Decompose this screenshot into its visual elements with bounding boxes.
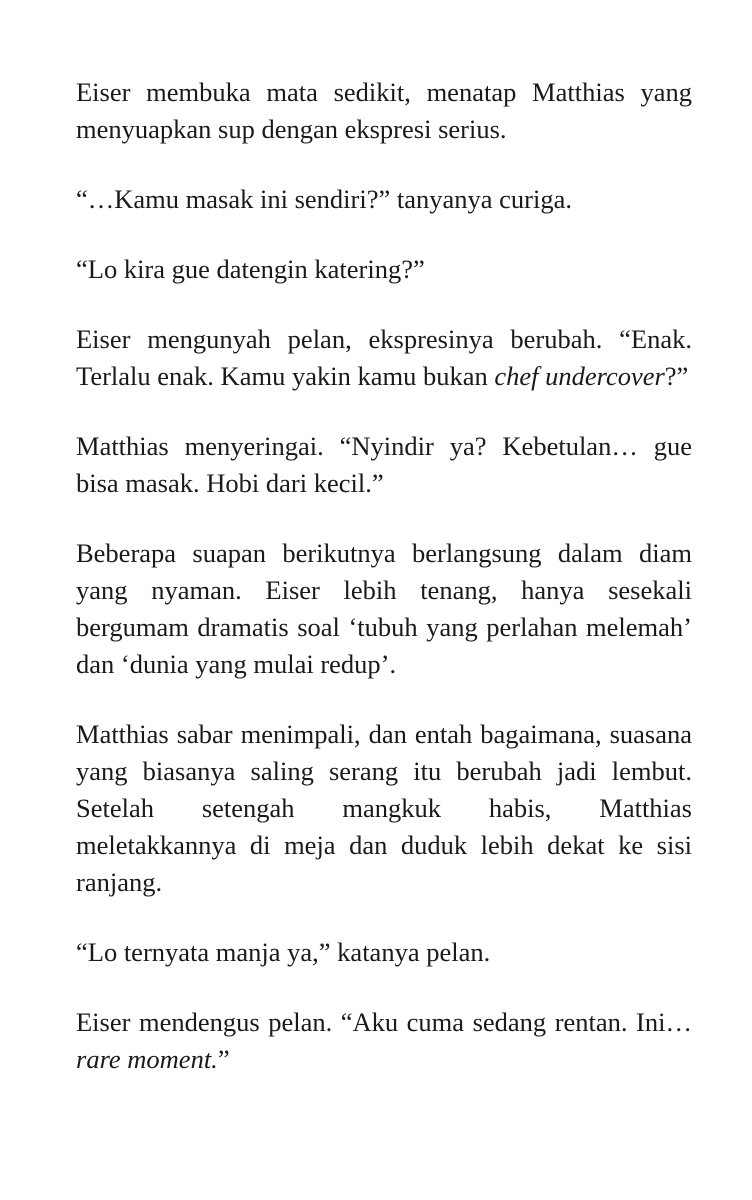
text-segment: Eiser membuka mata sedikit, menatap Matthias yang menyuapkan sup dengan ekspresi serius. <box>76 77 692 144</box>
text-segment: Eiser mendengus pelan. “Aku cuma sedang rentan. Ini… <box>76 1007 692 1037</box>
paragraph-p9 <box>76 1004 692 1078</box>
text-segment: ” <box>217 1044 230 1074</box>
text-segment: “…Kamu masak ini sendiri?” tanyanya curiga. <box>76 184 572 214</box>
text-segment: “Lo kira gue datengin katering?” <box>76 254 425 284</box>
text-segment: Beberapa suapan berikutnya berlangsung dalam diam yang nyaman. Eiser lebih tenang, hanya sesekali bergumam dramatis soal ‘tubuh yang perlahan melemah’ dan ‘dunia yang mulai redup’. <box>76 538 692 679</box>
text-segment: Matthias sabar menimpali, dan entah bagaimana, suasana yang biasanya saling serang itu berubah jadi lembut. Setelah setengah mangkuk habis, Matthias meletakkannya di meja dan duduk lebih dekat ke sisi ranjang. <box>76 719 692 897</box>
text-segment: “Lo ternyata manja ya,” katanya pelan. <box>76 937 491 967</box>
text-segment: Eiser mengunyah pelan, ekspresinya berubah. “Enak. Terlalu enak. Kamu yakin kamu bukan <box>76 324 692 391</box>
paragraph-p8 <box>76 934 692 971</box>
text-segment: ?” <box>664 361 689 391</box>
story-text-body <box>76 74 692 1078</box>
paragraph-p2 <box>76 181 692 218</box>
paragraph-p4 <box>76 321 692 395</box>
italic-text-segment: rare moment. <box>76 1044 218 1074</box>
italic-text-segment: chef undercover <box>494 361 665 391</box>
text-segment: Matthias menyeringai. “Nyindir ya? Kebetulan… gue bisa masak. Hobi dari kecil.” <box>76 431 692 498</box>
paragraph-p3 <box>76 251 692 288</box>
paragraph-p5 <box>76 428 692 502</box>
paragraph-p6 <box>76 535 692 683</box>
paragraph-p7 <box>76 716 692 901</box>
paragraph-p1 <box>76 74 692 148</box>
